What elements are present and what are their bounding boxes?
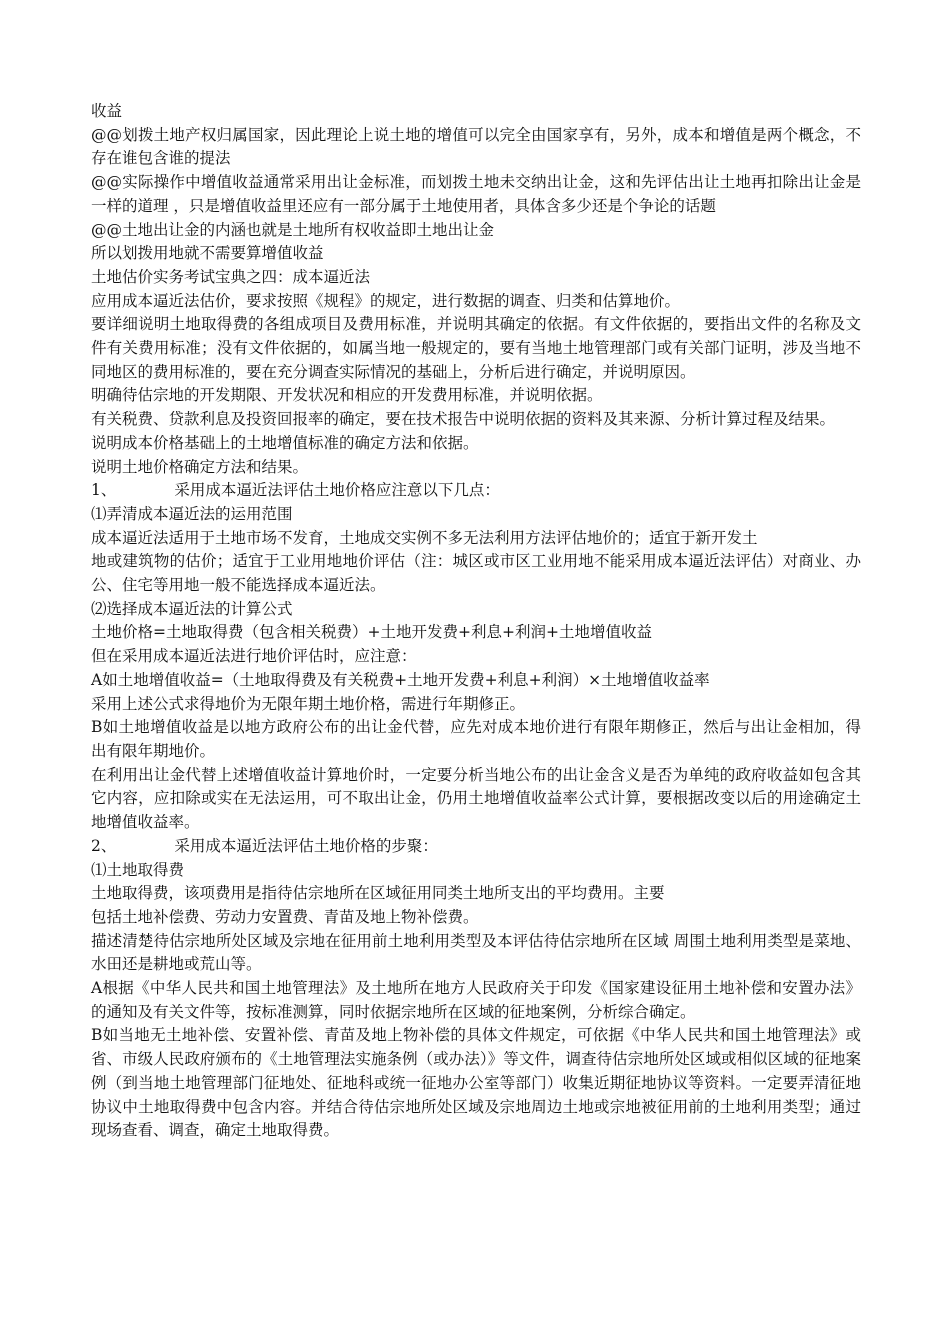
- text-line: 但在采用成本逼近法进行地价评估时，应注意：: [91, 647, 417, 666]
- sub-heading: ⑵选择成本逼近法的计算公式: [91, 599, 293, 618]
- text-paragraph: @@实际操作中增值收益通常采用出让金标准，而划拨土地未交纳出让金，这和先评估出让土地再扣除出让金是一样的道理 ，只是增值收益里还应有一部分属于土地使用者，具体含多少还是个争论的话题: [91, 173, 861, 215]
- text-paragraph: A根据《中华人民共和国土地管理法》及土地所在地方人民政府关于印发《国家建设征用土地补偿和安置办法》的通知及有关文件等，按标准测算，同时依据宗地所在区域的征地案例，分析综合确定。: [91, 979, 861, 1021]
- text-paragraph: B如当地无土地补偿、安置补偿、青苗及地上物补偿的具体文件规定，可依据《中华人民共和国土地管理法》或省、市级人民政府颁布的《土地管理法实施条例（或办法）》等文件，调查待估宗地所处区域或相似区域的征地案例（到当地土地管理部门征地处、征地科或统一征地办公室等部门）收集近期征地协议等资料。一定要弄清征地协议中土地取得费中包含内容。并结合待估宗地所处区域及宗地周边土地或宗地被征用前的土地利用类型；通过现场查看、调查，确定土地取得费。: [91, 1026, 861, 1140]
- item-text: 采用成本逼近法评估土地价格的步聚：: [174, 836, 438, 855]
- formula-line: 土地价格=土地取得费（包含相关税费）+土地开发费+利息+利润+土地增值收益: [91, 623, 652, 642]
- text-line: @@土地出让金的内涵也就是土地所有权收益即土地出让金: [91, 220, 495, 239]
- text-line: 所以划拨用地就不需要算增值收益: [91, 244, 324, 263]
- item-number: 2、: [91, 836, 117, 855]
- text-paragraph: B如土地增值收益是以地方政府公布的出让金代替，应先对成本地价进行有限年期修正，然后与出让金相加，得出有限年期地价。: [91, 718, 861, 760]
- text-line: 说明土地价格确定方法和结果。: [91, 457, 309, 476]
- text-paragraph: 要详细说明土地取得费的各组成项目及费用标准，并说明其确定的依据。有文件依据的，要指出文件的名称及文件有关费用标准；没有文件依据的，如属当地一般规定的，要有当地土地管理部门或有关部门证明，涉及当地不同地区的费用标准的，要在充分调查实际情况的基础上，分析后进行确定，并说明原因。: [91, 315, 861, 381]
- text-line: 土地取得费，该项费用是指待估宗地所在区域征用同类土地所支出的平均费用。主要: [91, 884, 665, 903]
- item-text: 采用成本逼近法评估土地价格应注意以下几点：: [174, 481, 500, 500]
- numbered-item: [91, 835, 861, 859]
- sub-heading: ⑴土地取得费: [91, 860, 185, 879]
- section-heading: 土地估价实务考试宝典之四：成本逼近法: [91, 267, 371, 286]
- text-line: 包括土地补偿费、劳动力安置费、青苗及地上物补偿费。: [91, 907, 479, 926]
- text-paragraph: @@划拨土地产权归属国家，因此理论上说土地的增值可以完全由国家享有，另外，成本和增值是两个概念，不存在谁包含谁的提法: [91, 125, 861, 168]
- text-paragraph: 有关税费、贷款利息及投资回报率的确定，要在技术报告中说明依据的资料及其来源、分析计算过程及结果。: [91, 410, 836, 429]
- sub-heading: ⑴弄清成本逼近法的运用范围: [91, 504, 293, 523]
- text-paragraph: 描述清楚待估宗地所处区域及宗地在征用前土地利用类型及本评估待估宗地所在区域 周围土地利用类型是菜地、水田还是耕地或荒山等。: [91, 931, 861, 974]
- item-number: 1、: [91, 481, 117, 500]
- numbered-item: [91, 479, 861, 503]
- formula-line: A如土地增值收益=（土地取得费及有关税费+土地开发费+利息+利润）×土地增值收益率: [91, 670, 710, 689]
- text-paragraph: 地或建筑物的估价；适宜于工业用地地价评估（注：城区或市区工业用地不能采用成本逼近法评估）对商业、办公、住宅等用地一般不能选择成本逼近法。: [91, 552, 861, 595]
- text-paragraph: 在利用出让金代替上述增值收益计算地价时，一定要分析当地公布的出让金含义是否为单纯的政府收益如包含其它内容，应扣除或实在无法运用，可不取出让金，仍用土地增值收益率公式计算，要根据改变以后的用途确定土地增值收益率。: [91, 765, 861, 832]
- text-line: 采用上述公式求得地价为无限年期土地价格，需进行年期修正。: [91, 694, 526, 713]
- text-line: 收益: [91, 102, 123, 120]
- document-body: [91, 100, 861, 1143]
- text-line: 应用成本逼近法估价，要求按照《规程》的规定，进行数据的调查、归类和估算地价。: [91, 291, 681, 310]
- text-line: 成本逼近法适用于土地市场不发育，土地成交实例不多无法利用方法评估地价的；适宜于新开发土: [91, 528, 758, 547]
- text-line: 说明成本价格基础上的土地增值标准的确定方法和依据。: [91, 433, 479, 452]
- text-line: 明确待估宗地的开发期限、开发状况和相应的开发费用标准，并说明依据。: [91, 386, 603, 405]
